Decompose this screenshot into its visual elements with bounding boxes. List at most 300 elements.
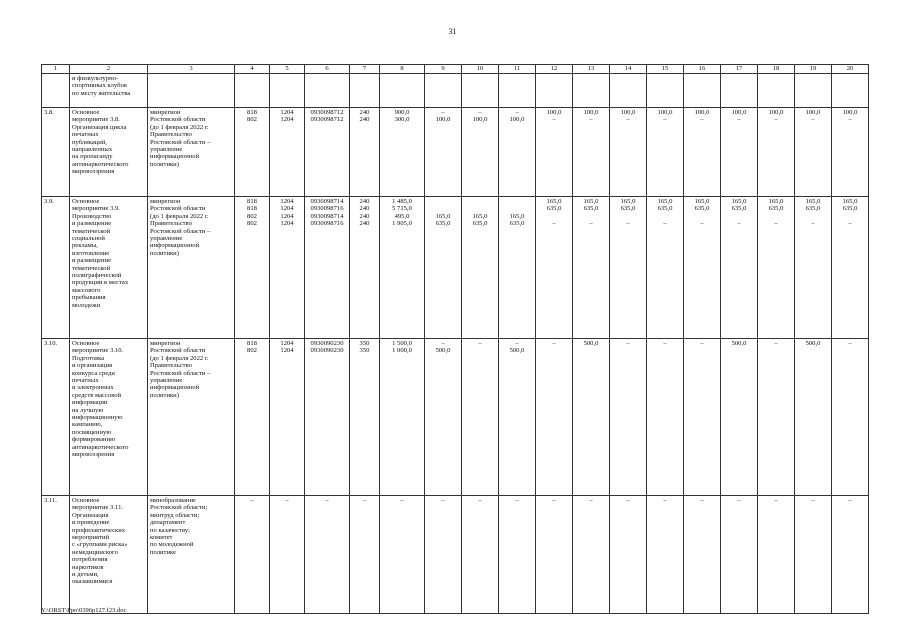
col-7-value	[350, 496, 380, 614]
col-15-value	[647, 74, 684, 108]
cell-line: управление	[150, 146, 183, 154]
cell-line: 802	[247, 220, 257, 228]
col-11-value	[499, 339, 536, 496]
cell-line: потребления	[72, 556, 108, 564]
cell-line: 100,0	[805, 109, 821, 116]
cell-line: конкурса среди	[72, 369, 115, 377]
cell-line: 635,0	[583, 205, 599, 213]
col-13-value	[573, 108, 610, 197]
cell-line: и размещение	[72, 257, 111, 265]
cell-line: 240	[359, 220, 370, 228]
cell-line: и проведение	[72, 519, 110, 527]
cell-line: –	[589, 220, 593, 228]
cell-line: политики)	[150, 391, 179, 399]
col-13-value	[573, 339, 610, 496]
cell-line: 1204	[280, 116, 294, 124]
cell-line: –	[626, 116, 630, 124]
cell-line: 1 500,0	[392, 340, 412, 347]
col-15-value	[647, 108, 684, 197]
cell-line: политики)	[150, 160, 179, 168]
cell-line: 0930098714	[310, 198, 344, 205]
col-9-value	[425, 496, 462, 614]
col-17-value	[721, 74, 758, 108]
cell-line: профилактических	[72, 526, 126, 534]
cell-line: 635,0	[435, 220, 451, 228]
cell-line: 100,0	[657, 109, 673, 116]
cell-line: кампанию,	[72, 421, 103, 429]
cell-line: –	[848, 116, 852, 124]
col-18-value	[758, 339, 795, 496]
cell-line: и размещение	[72, 220, 111, 228]
cell-line: мероприятие 3.10.	[72, 347, 124, 355]
cell-line: 240	[359, 109, 370, 116]
cell-line: 1204	[280, 340, 294, 347]
cell-line: 0930098714	[310, 212, 344, 220]
col-7-value	[350, 108, 380, 197]
footer-file-path: Y:\ORST\Ppo\0396p127.f23.doc	[41, 607, 127, 614]
cell-line: 165,0	[842, 198, 858, 205]
cell-line: –	[848, 497, 852, 504]
cell-line: минрегион	[150, 198, 181, 205]
cell-line: 802	[247, 347, 257, 355]
table-row	[42, 496, 869, 614]
cell-line	[723, 213, 755, 220]
cell-line: 1 000,0	[392, 347, 412, 355]
cell-line: Основное	[72, 109, 100, 116]
col-8-value	[380, 108, 425, 197]
cell-line: –	[285, 497, 289, 504]
cell-line: 100,0	[842, 109, 858, 116]
cell-line: –	[663, 340, 667, 347]
cell-line: –	[626, 220, 630, 228]
cell-line: 165,0	[583, 198, 599, 205]
cell-line: 802	[247, 212, 257, 220]
cell-line: Правительство	[150, 362, 192, 370]
cell-line: –	[700, 340, 704, 347]
executor	[148, 339, 235, 496]
col-20-value	[832, 339, 869, 496]
cell-line: по казачеству;	[150, 526, 190, 534]
cell-line: –	[663, 116, 667, 124]
cell-line: –	[362, 497, 367, 504]
cell-line: Ростовской области	[150, 205, 206, 213]
col-20-value	[832, 197, 869, 339]
cell-line: 350	[359, 347, 370, 355]
cell-line: 900,0	[394, 109, 410, 116]
cell-line: 165,0	[435, 212, 451, 220]
activity-name	[70, 74, 148, 108]
col-8-value	[380, 74, 425, 108]
col-5-value	[270, 339, 305, 496]
cell-line: –	[325, 497, 329, 504]
cell-line: 1204	[280, 212, 294, 220]
cell-line: печатных	[72, 377, 99, 385]
cell-line: 635,0	[472, 220, 488, 228]
col-6-value	[305, 339, 350, 496]
col-18-value	[758, 108, 795, 197]
cell-line: продукции в местах	[72, 279, 129, 287]
cell-line: информационной	[150, 242, 200, 250]
cell-line: 500,0	[509, 347, 525, 355]
cell-line: тематической	[72, 264, 111, 272]
col-19-value	[795, 197, 832, 339]
cell-line	[464, 347, 496, 354]
activity-name	[70, 108, 148, 197]
col-19-value	[795, 108, 832, 197]
cell-line: –	[515, 497, 519, 504]
header-col-16: 16	[684, 65, 721, 74]
table-row	[42, 108, 869, 197]
cell-line	[464, 205, 496, 212]
col-12-value	[536, 496, 573, 614]
col-18-value	[758, 74, 795, 108]
table-row	[42, 197, 869, 339]
col-17-value	[721, 496, 758, 614]
cell-line: 500,0	[805, 340, 821, 347]
cell-line: –	[774, 340, 778, 347]
cell-line: информации	[72, 399, 108, 407]
cell-line: Организация цикла	[72, 123, 127, 131]
executor	[148, 197, 235, 339]
cell-line: 500,0	[731, 340, 747, 347]
header-col-10: 10	[462, 65, 499, 74]
cell-line: 0930090230	[310, 347, 344, 355]
cell-line: немедицинского	[72, 548, 118, 556]
col-20-value	[832, 496, 869, 614]
col-19-value	[795, 74, 832, 108]
header-col-12: 12	[536, 65, 573, 74]
cell-line: изготовление	[72, 249, 110, 257]
cell-line: 1204	[280, 109, 294, 116]
header-col-17: 17	[721, 65, 758, 74]
cell-line: 635,0	[620, 205, 636, 213]
cell-line: 818	[247, 205, 257, 213]
col-4-value	[235, 339, 270, 496]
cell-line: по молодежной	[150, 541, 194, 549]
col-6-value	[305, 108, 350, 197]
cell-line: на пропаганду	[72, 153, 113, 161]
cell-line: –	[441, 340, 445, 347]
header-col-13: 13	[573, 65, 610, 74]
cell-line: (до 1 февраля 2022 г.	[150, 354, 209, 362]
cell-line: 818	[247, 109, 257, 116]
cell-line: Правительство	[150, 131, 192, 139]
cell-line: Ростовской области	[150, 347, 206, 355]
cell-line: –	[515, 340, 519, 347]
table-row	[42, 74, 869, 108]
cell-line: информационную	[72, 414, 123, 422]
cell-line	[501, 198, 533, 205]
cell-line: –	[400, 497, 404, 504]
cell-line: –	[626, 497, 630, 504]
col-13-value	[573, 496, 610, 614]
cell-line: направленных	[72, 146, 113, 154]
cell-line: –	[848, 220, 852, 228]
cell-line: 495,0	[394, 212, 410, 220]
cell-line: –	[552, 220, 556, 228]
header-col-14: 14	[610, 65, 647, 74]
cell-line: посвященную	[72, 428, 112, 436]
cell-line: –	[478, 340, 482, 347]
header-col-15: 15	[647, 65, 684, 74]
cell-line: 165,0	[731, 198, 747, 205]
header-col-2: 2	[70, 65, 148, 74]
col-7-value	[350, 339, 380, 496]
cell-line: 165,0	[472, 212, 488, 220]
cell-line: 635,0	[768, 205, 784, 213]
cell-line: –	[700, 116, 704, 124]
cell-line: Основное	[72, 497, 100, 504]
cell-line: 100,0	[694, 109, 710, 116]
col-13-value	[573, 197, 610, 339]
cell-line: информационной	[150, 384, 200, 392]
cell-line: 165,0	[620, 198, 636, 205]
cell-line: мероприятие 3.8.	[72, 116, 120, 124]
col-7-value	[350, 197, 380, 339]
cell-line: 818	[247, 340, 257, 347]
col-14-value	[610, 108, 647, 197]
col-9-value	[425, 74, 462, 108]
col-17-value	[721, 108, 758, 197]
col-15-value	[647, 339, 684, 496]
col-16-value	[684, 496, 721, 614]
header-col-3: 3	[148, 65, 235, 74]
cell-line: молодежи	[72, 301, 101, 309]
cell-line: 100,0	[768, 109, 784, 116]
cell-line: Основное	[72, 340, 100, 347]
col-11-value	[499, 197, 536, 339]
cell-line: 240	[359, 212, 370, 220]
cell-line: 100,0	[583, 109, 599, 116]
row-number: 3.8.	[42, 108, 70, 197]
cell-line: пребывания	[72, 294, 106, 302]
cell-line: 635,0	[842, 205, 858, 213]
cell-line: с «группами риска»	[72, 541, 128, 549]
cell-line: и организация	[72, 362, 113, 370]
col-19-value	[795, 339, 832, 496]
cell-line: политике	[150, 548, 176, 556]
cell-line: мировоззрения	[72, 168, 115, 176]
col-12-value	[536, 197, 573, 339]
col-8-value	[380, 496, 425, 614]
cell-line: и электронных	[72, 384, 114, 392]
header-col-8: 8	[380, 65, 425, 74]
cell-line: рекламы,	[72, 242, 98, 250]
cell-line: –	[700, 220, 704, 228]
header-col-1: 1	[42, 65, 70, 74]
cell-line: –	[441, 497, 445, 504]
col-15-value	[647, 197, 684, 339]
col-20-value	[832, 74, 869, 108]
col-12-value	[536, 108, 573, 197]
cell-line: –	[589, 116, 593, 124]
cell-line: и физкультурно-	[72, 75, 119, 82]
cell-line: 350	[359, 340, 370, 347]
cell-line: 818	[247, 198, 257, 205]
cell-line: 165,0	[509, 212, 525, 220]
cell-line: 300,0	[394, 116, 410, 124]
cell-line: –	[774, 220, 778, 228]
col-9-value	[425, 108, 462, 197]
row-number: 3.11.	[42, 496, 70, 614]
cell-line: –	[811, 497, 815, 504]
cell-line: Организация	[72, 511, 109, 519]
col-14-value	[610, 197, 647, 339]
header-col-9: 9	[425, 65, 462, 74]
col-9-value	[425, 197, 462, 339]
cell-line: 100,0	[620, 109, 636, 116]
cell-line: антинаркотического	[72, 160, 129, 168]
col-5-value	[270, 197, 305, 339]
cell-line: 802	[247, 116, 257, 124]
cell-line: 165,0	[546, 198, 562, 205]
cell-line: 100,0	[546, 109, 562, 116]
cell-line: 635,0	[731, 205, 747, 213]
row-number	[42, 74, 70, 108]
cell-line: печатных	[72, 131, 99, 139]
cell-line: тематической	[72, 227, 111, 235]
table-row	[42, 339, 869, 496]
cell-line	[427, 205, 459, 212]
cell-line: Ростовской области –	[150, 369, 211, 377]
col-4-value	[235, 496, 270, 614]
cell-line: –	[848, 340, 852, 347]
cell-line: мероприятие 3.11.	[72, 504, 124, 512]
cell-line: –	[663, 497, 667, 504]
cell-line: 0930098712	[310, 116, 344, 124]
col-16-value	[684, 197, 721, 339]
cell-line: 1 485,0	[392, 198, 412, 205]
cell-line: Ростовской области;	[150, 504, 208, 512]
cell-line: 635,0	[657, 205, 673, 213]
cell-line: Производство	[72, 212, 112, 220]
col-17-value	[721, 197, 758, 339]
cell-line: –	[250, 497, 254, 504]
cell-line: 0930098716	[310, 220, 344, 228]
cell-line: 500,0	[435, 347, 451, 355]
col-16-value	[684, 108, 721, 197]
header-col-19: 19	[795, 65, 832, 74]
cell-line	[464, 198, 496, 205]
cell-line: политики)	[150, 249, 179, 257]
col-12-value	[536, 339, 573, 496]
col-6-value	[305, 74, 350, 108]
col-10-value	[462, 339, 499, 496]
col-8-value	[380, 197, 425, 339]
cell-line: на лучшую	[72, 406, 104, 414]
cell-line: (до 1 февраля 2022 г.	[150, 212, 209, 220]
cell-line: –	[589, 497, 593, 504]
col-4-value	[235, 197, 270, 339]
cell-line: 635,0	[509, 220, 525, 228]
cell-line: по месту жительства	[72, 89, 131, 97]
executor	[148, 108, 235, 197]
cell-line: 1204	[280, 220, 294, 228]
cell-line: управление	[150, 235, 183, 243]
cell-line: –	[737, 220, 741, 228]
cell-line: наркотиков	[72, 563, 104, 571]
cell-line: –	[737, 497, 741, 504]
row-number: 3.10.	[42, 339, 70, 496]
cell-line: 1204	[280, 347, 294, 355]
cell-line	[575, 213, 607, 220]
col-10-value	[462, 197, 499, 339]
cell-line: 635,0	[546, 205, 562, 213]
cell-line: –	[811, 116, 815, 124]
cell-line: 1204	[280, 198, 294, 205]
col-5-value	[270, 496, 305, 614]
cell-line	[501, 205, 533, 212]
cell-line: мировоззрения	[72, 451, 115, 459]
col-14-value	[610, 496, 647, 614]
col-6-value	[305, 197, 350, 339]
col-18-value	[758, 496, 795, 614]
row-number: 3.9.	[42, 197, 70, 339]
cell-line: минтруд области;	[150, 511, 200, 519]
cell-line: 100,0	[731, 109, 747, 116]
col-5-value	[270, 108, 305, 197]
cell-line: –	[663, 220, 667, 228]
cell-line: 635,0	[805, 205, 821, 213]
col-16-value	[684, 74, 721, 108]
cell-line: –	[552, 340, 556, 347]
col-10-value	[462, 74, 499, 108]
col-4-value	[235, 74, 270, 108]
cell-line: мероприятие 3.9.	[72, 205, 120, 213]
header-col-6: 6	[305, 65, 350, 74]
cell-line: 240	[359, 205, 370, 213]
col-15-value	[647, 496, 684, 614]
header-col-7: 7	[350, 65, 380, 74]
col-8-value	[380, 339, 425, 496]
col-4-value	[235, 108, 270, 197]
cell-line: –	[515, 109, 519, 116]
cell-line: –	[774, 497, 778, 504]
cell-line: информационной	[150, 153, 200, 161]
activity-name	[70, 496, 148, 614]
col-19-value	[795, 496, 832, 614]
cell-line: формированию	[72, 436, 115, 444]
cell-line	[427, 198, 459, 205]
cell-line: Ростовской области –	[150, 138, 211, 146]
cell-line: 240	[359, 116, 370, 124]
col-6-value	[305, 496, 350, 614]
cell-line: минрегион	[150, 109, 181, 116]
cell-line: публикаций,	[72, 138, 108, 146]
cell-line: минрегион	[150, 340, 181, 347]
cell-line: 0930098716	[310, 205, 344, 213]
cell-line: управление	[150, 377, 183, 385]
cell-line: 165,0	[805, 198, 821, 205]
cell-line: 100,0	[435, 116, 451, 124]
cell-line: 240	[359, 198, 370, 205]
cell-line: департамент	[150, 519, 186, 527]
cell-line: –	[737, 116, 741, 124]
col-16-value	[684, 339, 721, 496]
col-20-value	[832, 108, 869, 197]
col-12-value	[536, 74, 573, 108]
cell-line: антинаркотического	[72, 443, 129, 451]
cell-line: –	[700, 497, 704, 504]
col-11-value	[499, 74, 536, 108]
cell-line	[760, 213, 792, 220]
cell-line: спортивных клубов	[72, 82, 127, 90]
col-10-value	[462, 496, 499, 614]
cell-line	[686, 213, 718, 220]
cell-line: мероприятий	[72, 534, 110, 542]
cell-line: Правительство	[150, 220, 192, 228]
cell-line: –	[478, 109, 482, 116]
